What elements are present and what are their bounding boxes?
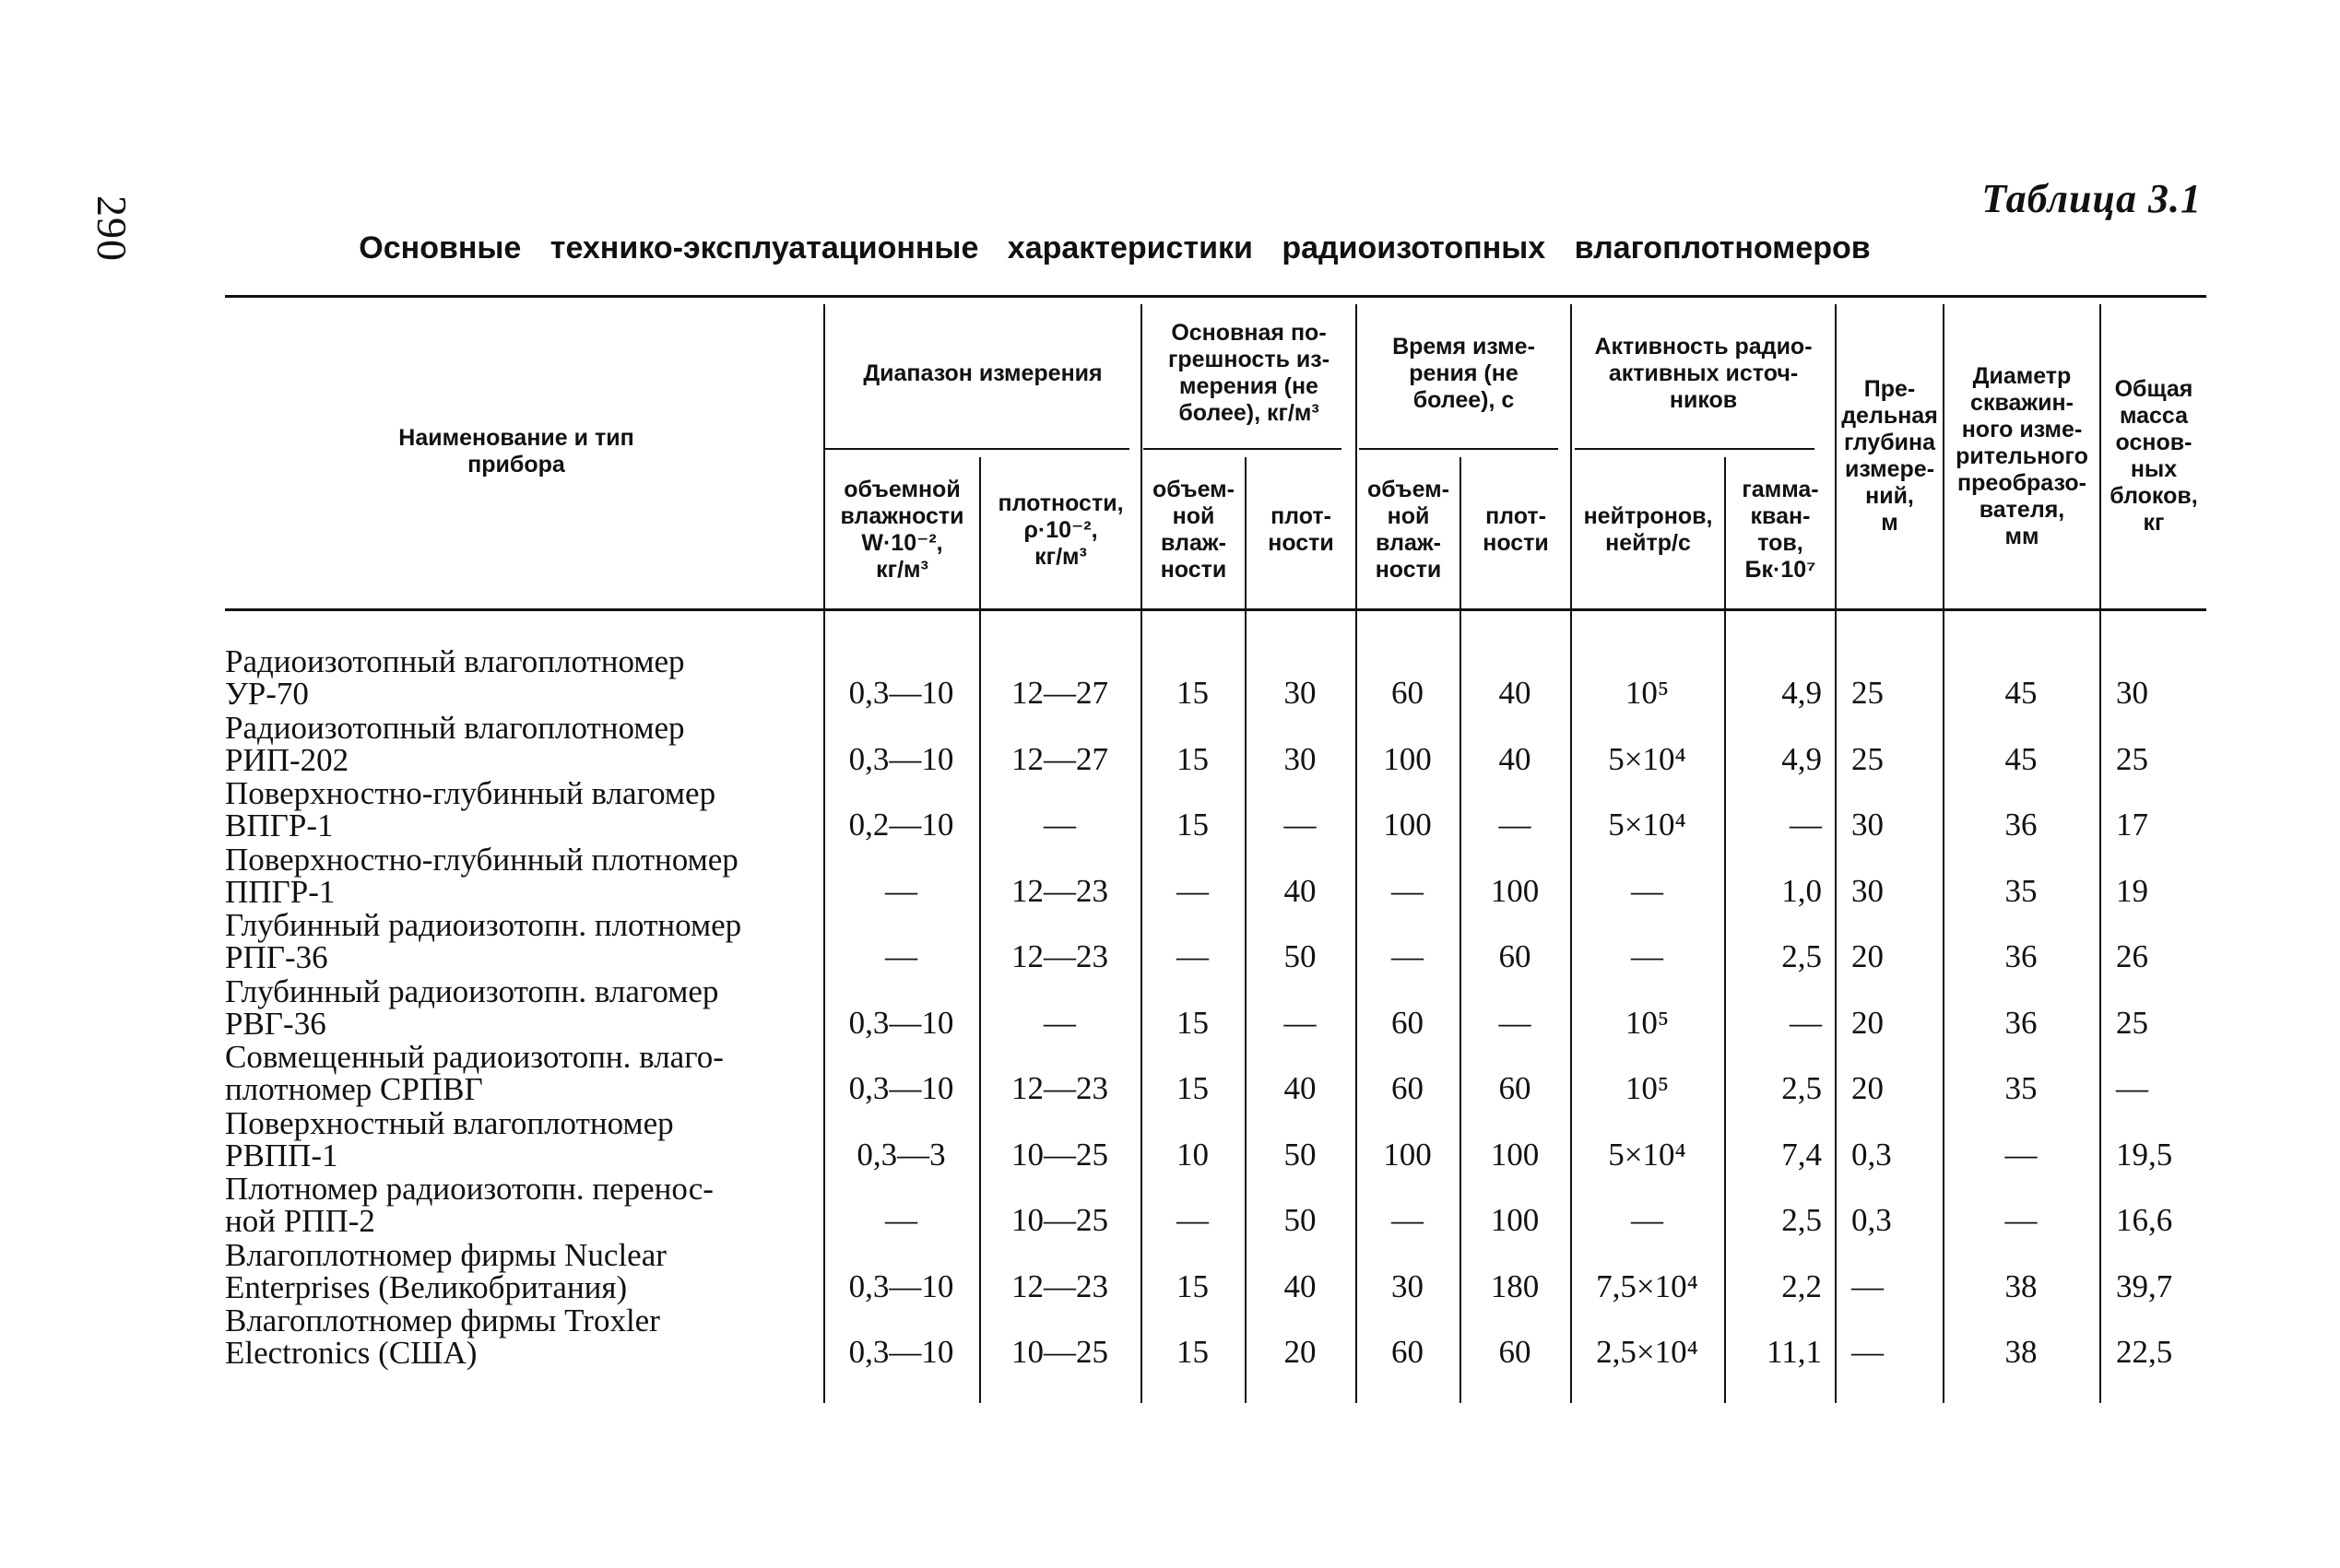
table-row [225, 709, 2206, 778]
header-bottom-rule [225, 608, 2206, 611]
time-subrule [1359, 448, 1558, 450]
gamma-cell: 2,5 [1781, 1202, 1822, 1238]
header-error: Основная по- грешность из- мерения (не более), кг/м³ [1167, 320, 1330, 426]
activity-subrule [1575, 448, 1814, 450]
mass-cell: 17 [2116, 807, 2148, 843]
depth-cell: — [1851, 1334, 1884, 1370]
depth-cell: 0,3 [1851, 1202, 1892, 1238]
range-w-cell: — [885, 1202, 917, 1238]
depth-cell: — [1851, 1267, 1884, 1304]
time-p-cell: 40 [1498, 675, 1531, 711]
neutrons-cell: 5×10⁴ [1608, 807, 1686, 843]
error-w-cell: 15 [1176, 1070, 1209, 1106]
header-time-w: объем- ной влаж- ности [1366, 477, 1449, 583]
time-w-cell: 100 [1383, 740, 1432, 777]
range-p-cell: 12—23 [1011, 872, 1108, 909]
error-w-cell: 15 [1176, 1004, 1209, 1041]
neutrons-cell: 5×10⁴ [1608, 740, 1686, 777]
error-w-cell: 15 [1176, 675, 1209, 711]
header-range-w: объемной влажности W·10⁻², кг/м³ [840, 477, 964, 583]
range-w-cell: 0,3—10 [848, 1334, 954, 1370]
neutrons-cell: 10⁵ [1625, 675, 1670, 711]
mass-cell: — [2116, 1070, 2148, 1106]
header-time: Время изме- рения (не более), с [1392, 333, 1535, 413]
time-w-cell: — [1391, 938, 1424, 974]
gamma-cell: 7,4 [1781, 1136, 1822, 1173]
time-w-cell: 60 [1391, 1334, 1424, 1370]
error-p-cell: — [1283, 807, 1317, 843]
range-p-cell: — [1044, 1004, 1076, 1041]
time-w-cell: 60 [1391, 675, 1424, 711]
time-w-cell: — [1391, 872, 1424, 909]
time-p-cell: 60 [1498, 938, 1531, 974]
error-w-cell: — [1176, 872, 1209, 909]
neutrons-cell: — [1631, 872, 1663, 909]
range-p-cell: 12—27 [1011, 675, 1108, 711]
mass-cell: 25 [2116, 740, 2148, 777]
device-name: Поверхностно-глубинный влагомер ВПГР-1 [225, 775, 716, 843]
error-p-cell: — [1283, 1004, 1317, 1041]
table-row [225, 1236, 2206, 1305]
range-w-cell: 0,3—10 [848, 740, 954, 777]
diameter-cell: 38 [2004, 1267, 2038, 1304]
time-w-cell: 100 [1383, 807, 1432, 843]
mass-cell: 16,6 [2116, 1202, 2173, 1238]
gamma-cell: 2,5 [1781, 1070, 1822, 1106]
page-number: 290 [89, 195, 136, 262]
error-p-cell: 40 [1283, 1267, 1317, 1304]
range-w-cell: 0,3—3 [857, 1136, 946, 1173]
mass-cell: 39,7 [2116, 1267, 2173, 1304]
range-p-cell: 12—23 [1011, 1267, 1108, 1304]
error-w-cell: — [1176, 938, 1209, 974]
table-row [225, 909, 2206, 975]
error-w-cell: 15 [1176, 1267, 1209, 1304]
header-time-p: плот- ности [1483, 503, 1549, 556]
table-row [225, 1104, 2206, 1173]
time-p-cell: 60 [1498, 1334, 1531, 1370]
gamma-cell: 4,9 [1781, 740, 1822, 777]
device-name: Совмещенный радиоизотопн. влаго- плотномер СРПВГ [225, 1039, 724, 1107]
depth-cell: 0,3 [1851, 1136, 1892, 1173]
range-w-cell: 0,3—10 [848, 675, 954, 711]
error-p-cell: 20 [1283, 1334, 1317, 1370]
header-range: Диапазон измерения [863, 360, 1103, 386]
range-w-cell: 0,3—10 [848, 1267, 954, 1304]
diameter-cell: 35 [2004, 872, 2038, 909]
error-w-cell: 15 [1176, 740, 1209, 777]
gamma-cell: — [1790, 1004, 1822, 1041]
device-name: Глубинный радиоизотопн. влагомер РВГ-36 [225, 973, 719, 1042]
error-p-cell: 30 [1283, 675, 1317, 711]
gamma-cell: 4,9 [1781, 675, 1822, 711]
time-p-cell: 40 [1498, 740, 1531, 777]
neutrons-cell: 7,5×10⁴ [1596, 1267, 1698, 1304]
time-p-cell: 100 [1490, 1136, 1540, 1173]
error-w-cell: 15 [1176, 1334, 1209, 1370]
gamma-cell: 11,1 [1767, 1334, 1822, 1370]
error-p-cell: 40 [1283, 872, 1317, 909]
range-p-cell: — [1044, 807, 1076, 843]
diameter-cell: 36 [2004, 807, 2038, 843]
mass-cell: 19 [2116, 872, 2148, 909]
mass-cell: 25 [2116, 1004, 2148, 1041]
range-p-cell: 10—25 [1011, 1136, 1108, 1173]
top-rule [225, 295, 2206, 298]
table-row [225, 645, 2206, 712]
range-w-cell: — [885, 938, 917, 974]
range-p-cell: 12—23 [1011, 1070, 1108, 1106]
time-p-cell: — [1498, 807, 1531, 843]
depth-cell: 25 [1851, 740, 1884, 777]
neutrons-cell: 2,5×10⁴ [1596, 1334, 1698, 1370]
device-name: Поверхностно-глубинный плотномер ППГР-1 [225, 841, 739, 910]
gamma-cell: 2,2 [1781, 1267, 1822, 1304]
time-w-cell: 60 [1391, 1070, 1424, 1106]
gamma-cell: 2,5 [1781, 938, 1822, 974]
range-w-cell: 0,2—10 [848, 807, 954, 843]
depth-cell: 30 [1851, 872, 1884, 909]
time-w-cell: 30 [1391, 1267, 1424, 1304]
header-activity-g: гамма- кван- тов, Бк·10⁷ [1742, 477, 1819, 583]
diameter-cell: 45 [2004, 740, 2038, 777]
table-caption: Таблица 3.1 [1981, 176, 2202, 221]
header-activity: Активность радио- активных источ- ников [1594, 333, 1813, 413]
table-title: Основные технико-эксплуатационные характеристики радиоизотопных влагоплотномеров [359, 230, 1871, 265]
diameter-cell: 45 [2004, 675, 2038, 711]
mass-cell: 19,5 [2116, 1136, 2173, 1173]
table-row [225, 1041, 2206, 1107]
neutrons-cell: 10⁵ [1625, 1004, 1670, 1041]
error-subrule [1143, 448, 1341, 450]
error-p-cell: 30 [1283, 740, 1317, 777]
table-row [225, 843, 2206, 910]
diameter-cell: — [2004, 1202, 2038, 1238]
neutrons-cell: — [1631, 938, 1663, 974]
mass-cell: 22,5 [2116, 1334, 2173, 1370]
depth-cell: 20 [1851, 1070, 1884, 1106]
depth-cell: 20 [1851, 938, 1884, 974]
time-p-cell: 180 [1490, 1267, 1540, 1304]
time-w-cell: 100 [1383, 1136, 1432, 1173]
header-activity-n: нейтронов, нейтр/с [1583, 503, 1713, 556]
error-w-cell: 10 [1176, 1136, 1209, 1173]
time-w-cell: — [1391, 1202, 1424, 1238]
device-name: Радиоизотопный влагоплотномер РИП-202 [225, 709, 685, 778]
gamma-cell: — [1790, 807, 1822, 843]
error-p-cell: 50 [1283, 1202, 1317, 1238]
depth-cell: 30 [1851, 807, 1884, 843]
time-p-cell: 100 [1490, 872, 1540, 909]
neutrons-cell: — [1631, 1202, 1663, 1238]
header-mass: Общая масса основ- ных блоков, кг [2110, 376, 2198, 536]
range-subrule [825, 448, 1129, 450]
range-p-cell: 12—23 [1011, 938, 1108, 974]
diameter-cell: 35 [2004, 1070, 2038, 1106]
time-w-cell: 60 [1391, 1004, 1424, 1041]
range-w-cell: — [885, 872, 917, 909]
error-w-cell: 15 [1176, 807, 1209, 843]
range-p-cell: 10—25 [1011, 1334, 1108, 1370]
header-error-w: объем- ной влаж- ности [1152, 477, 1235, 583]
error-p-cell: 50 [1283, 1136, 1317, 1173]
mass-cell: 26 [2116, 938, 2148, 974]
device-name: Влагоплотномер фирмы Troxler Electronics (США) [225, 1303, 660, 1371]
header-range-p: плотности, ρ·10⁻², кг/м³ [998, 489, 1124, 570]
time-p-cell: — [1498, 1004, 1531, 1041]
device-name: Радиоизотопный влагоплотномер УР-70 [225, 643, 685, 712]
header-error-p: плот- ности [1268, 503, 1334, 556]
depth-cell: 25 [1851, 675, 1884, 711]
depth-cell: 20 [1851, 1004, 1884, 1041]
mass-cell: 30 [2116, 675, 2148, 711]
error-p-cell: 50 [1283, 938, 1317, 974]
diameter-cell: 36 [2004, 938, 2038, 974]
diameter-cell: — [2004, 1136, 2038, 1173]
time-p-cell: 100 [1490, 1202, 1540, 1238]
device-name: Поверхностный влагоплотномер РВПП-1 [225, 1104, 674, 1173]
table-row [225, 1173, 2206, 1239]
range-p-cell: 12—27 [1011, 740, 1108, 777]
neutrons-cell: 5×10⁴ [1608, 1136, 1686, 1173]
gamma-cell: 1,0 [1781, 872, 1822, 909]
range-p-cell: 10—25 [1011, 1202, 1108, 1238]
diameter-cell: 36 [2004, 1004, 2038, 1041]
device-name: Глубинный радиоизотопн. плотномер РПГ-36 [225, 907, 742, 975]
range-w-cell: 0,3—10 [848, 1070, 954, 1106]
error-p-cell: 40 [1283, 1070, 1317, 1106]
table-row [225, 1304, 2206, 1371]
range-w-cell: 0,3—10 [848, 1004, 954, 1041]
header-depth: Пре- дельная глубина измере- ний, м [1841, 376, 1938, 536]
error-w-cell: — [1176, 1202, 1209, 1238]
device-name: Плотномер радиоизотопн. перенос- ной РПП-2 [225, 1171, 714, 1239]
diameter-cell: 38 [2004, 1334, 2038, 1370]
table-row [225, 975, 2206, 1042]
header-diameter: Диаметр скважин- ного изме- рительного преобразо- вателя, мм [1956, 362, 2088, 549]
time-p-cell: 60 [1498, 1070, 1531, 1106]
neutrons-cell: 10⁵ [1625, 1070, 1670, 1106]
table-row [225, 777, 2206, 843]
header-name: Наименование и тип прибора [398, 425, 634, 477]
device-name: Влагоплотномер фирмы Nuclear Enterprises (Великобритания) [225, 1236, 667, 1305]
